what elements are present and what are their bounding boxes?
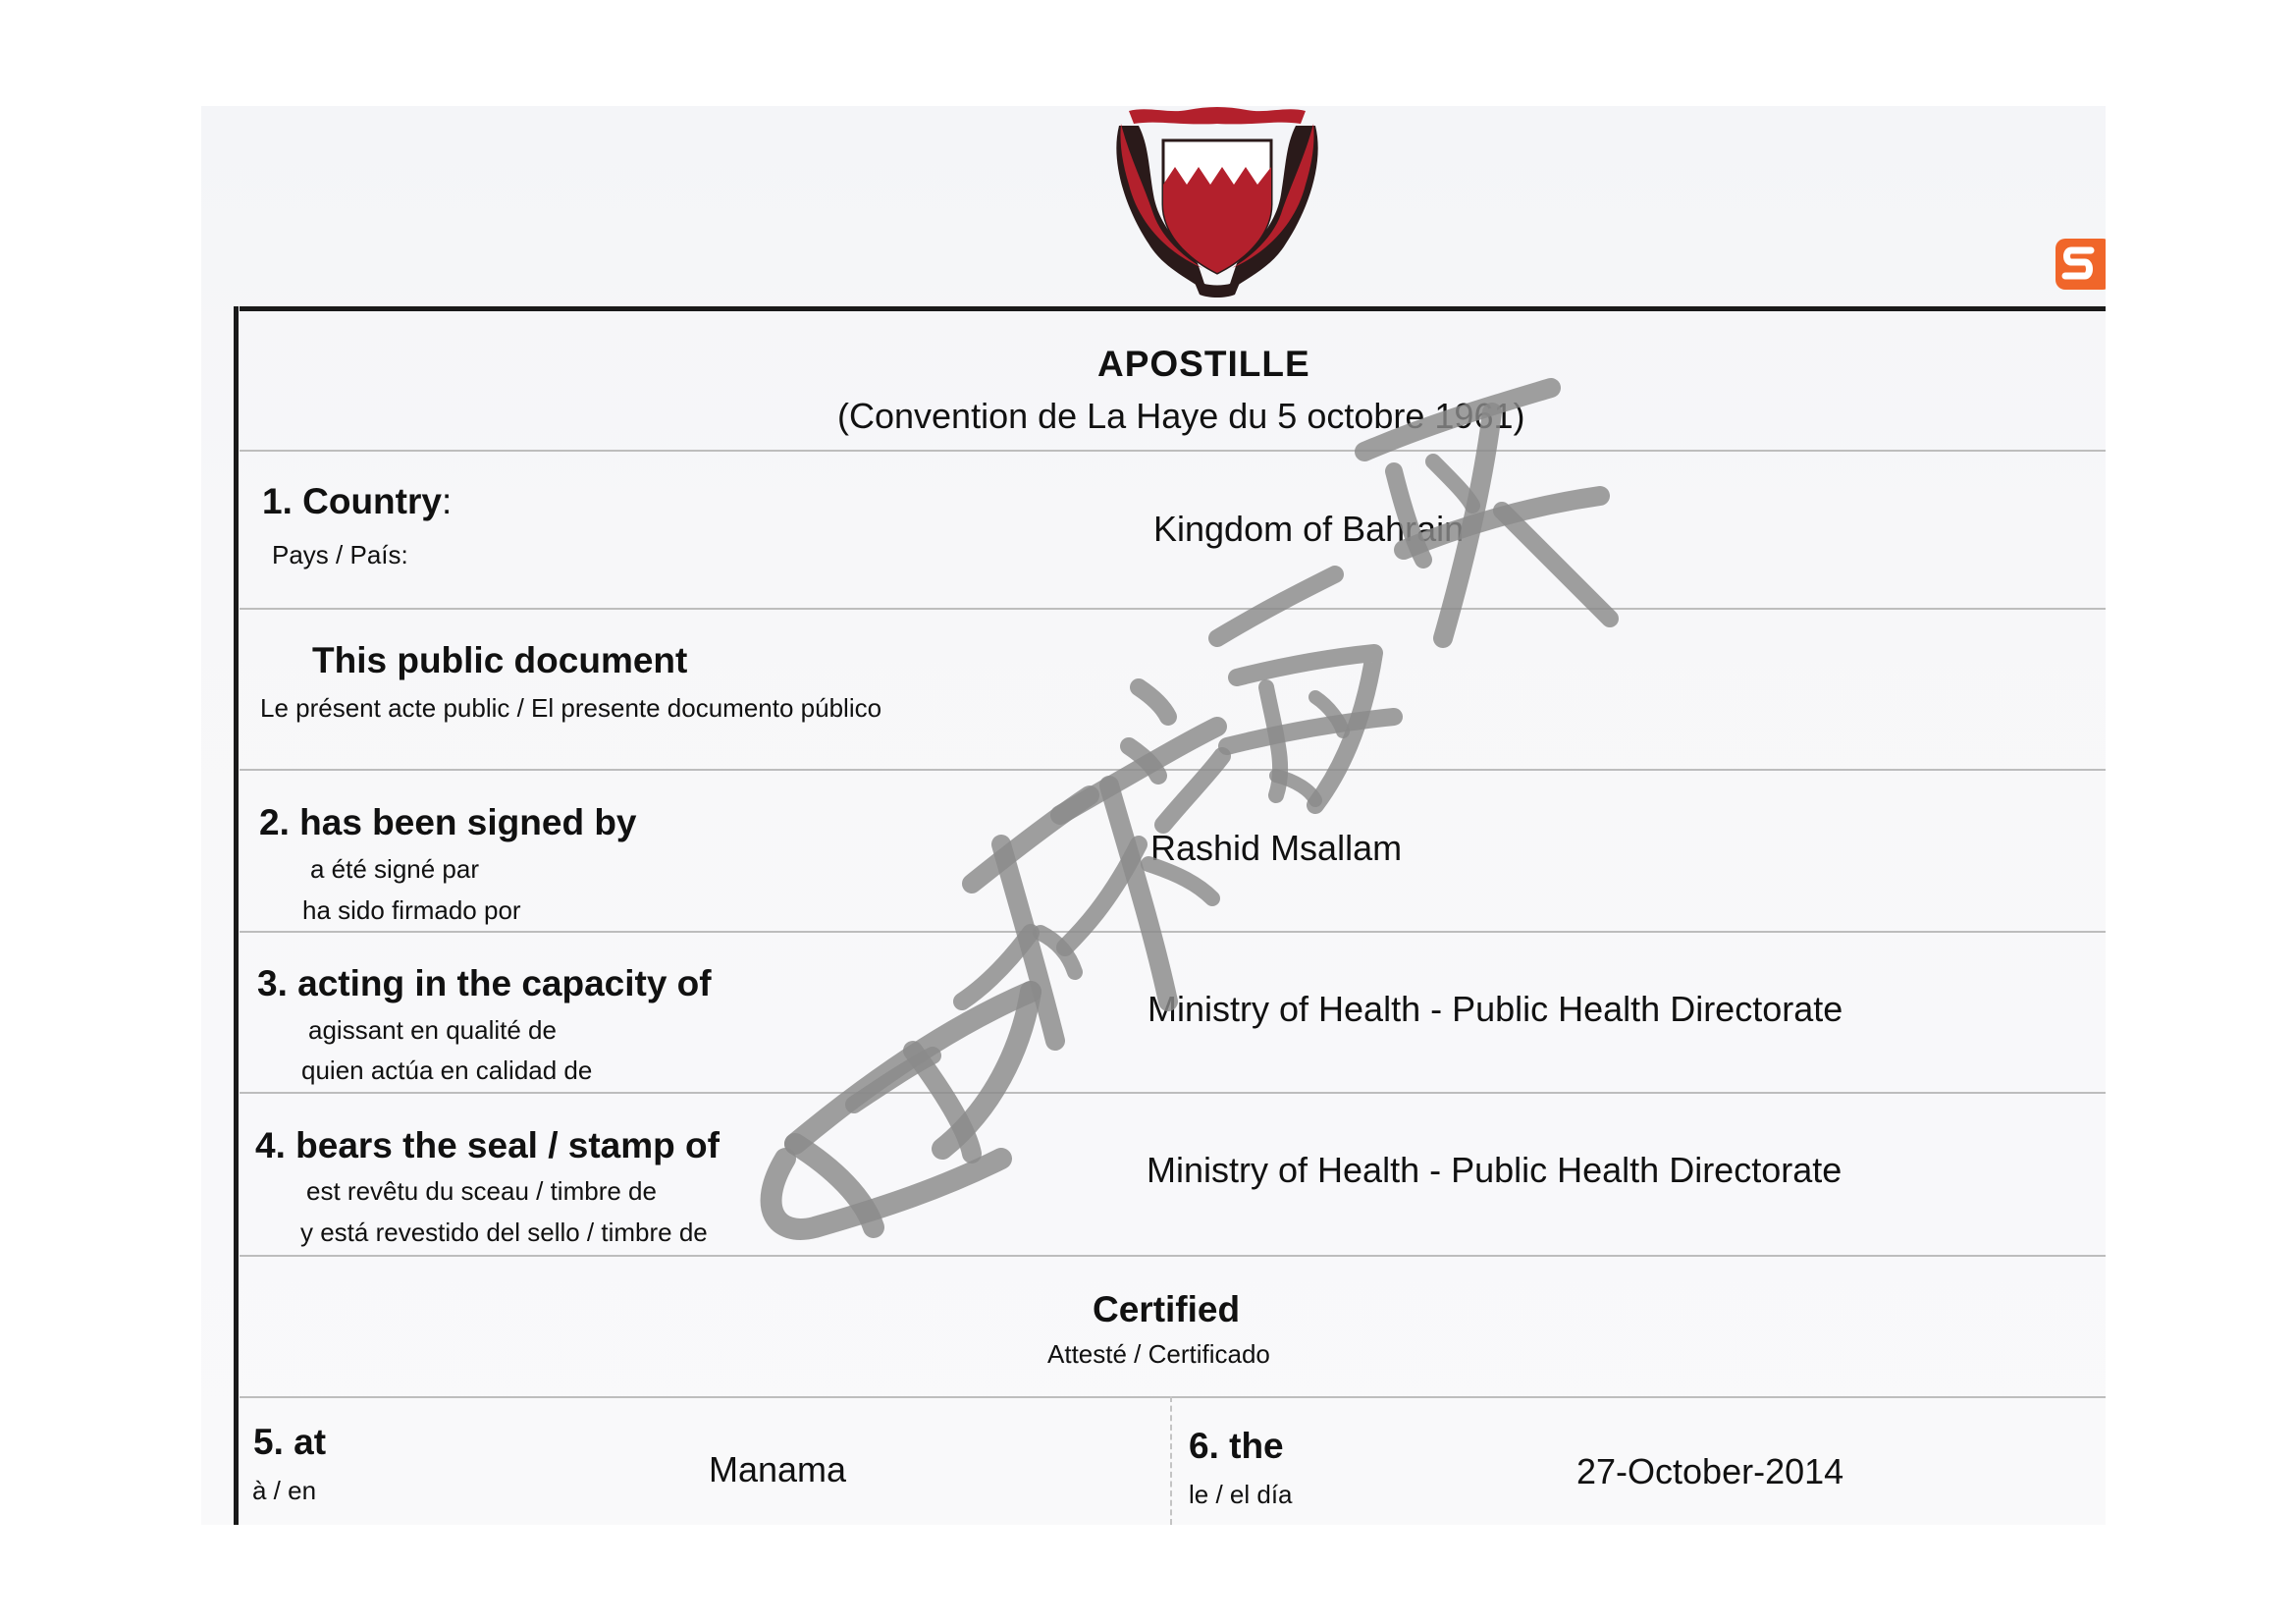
divider bbox=[240, 450, 2106, 452]
date-value: 27-October-2014 bbox=[1576, 1451, 1844, 1491]
seal-sublabel-fr: est revêtu du sceau / timbre de bbox=[306, 1176, 657, 1206]
public-document-sublabel: Le présent acte public / El presente documento público bbox=[260, 693, 882, 723]
document-subtitle: (Convention de La Haye du 5 octobre 1961) bbox=[837, 396, 1525, 436]
document-title: APOSTILLE bbox=[1097, 344, 1310, 384]
divider bbox=[240, 1255, 2106, 1257]
place-label: 5. at bbox=[253, 1422, 327, 1462]
date-sublabel: le / el día bbox=[1189, 1480, 1293, 1509]
divider bbox=[240, 931, 2106, 933]
column-divider bbox=[1170, 1396, 1172, 1525]
country-sublabel: Pays / País: bbox=[272, 540, 408, 569]
certified-sublabel: Attesté / Certificado bbox=[1047, 1339, 1270, 1369]
frame-top-border bbox=[240, 306, 2106, 311]
divider bbox=[240, 1396, 2106, 1398]
signed-by-value: Rashid Msallam bbox=[1150, 828, 1403, 868]
capacity-label: 3. acting in the capacity of bbox=[257, 963, 712, 1003]
capacity-value: Ministry of Health - Public Health Directorate bbox=[1148, 989, 1843, 1029]
date-label: 6. the bbox=[1189, 1426, 1284, 1466]
capacity-sublabel-es: quien actúa en calidad de bbox=[301, 1056, 593, 1085]
divider bbox=[240, 769, 2106, 771]
divider bbox=[240, 608, 2106, 610]
signed-by-sublabel-fr: a été signé par bbox=[310, 854, 480, 884]
country-label: 1. Country: bbox=[262, 481, 453, 521]
certified-label: Certified bbox=[1093, 1289, 1241, 1329]
capacity-sublabel-fr: agissant en qualité de bbox=[308, 1015, 557, 1045]
seal-value: Ministry of Health - Public Health Directorate bbox=[1147, 1150, 1842, 1190]
country-value: Kingdom of Bahrain bbox=[1153, 509, 1465, 549]
bahrain-coat-of-arms-icon bbox=[1109, 106, 1325, 298]
sogou-input-icon bbox=[2052, 233, 2106, 296]
seal-sublabel-es: y está revestido del sello / timbre de bbox=[300, 1218, 708, 1247]
seal-label: 4. bears the seal / stamp of bbox=[255, 1125, 720, 1165]
place-sublabel: à / en bbox=[252, 1476, 317, 1505]
divider bbox=[240, 1092, 2106, 1094]
place-value: Manama bbox=[709, 1449, 847, 1489]
signed-by-label: 2. has been signed by bbox=[259, 802, 637, 842]
frame-left-border bbox=[234, 306, 239, 1525]
signed-by-sublabel-es: ha sido firmado por bbox=[302, 895, 521, 925]
public-document-label: This public document bbox=[312, 640, 688, 680]
